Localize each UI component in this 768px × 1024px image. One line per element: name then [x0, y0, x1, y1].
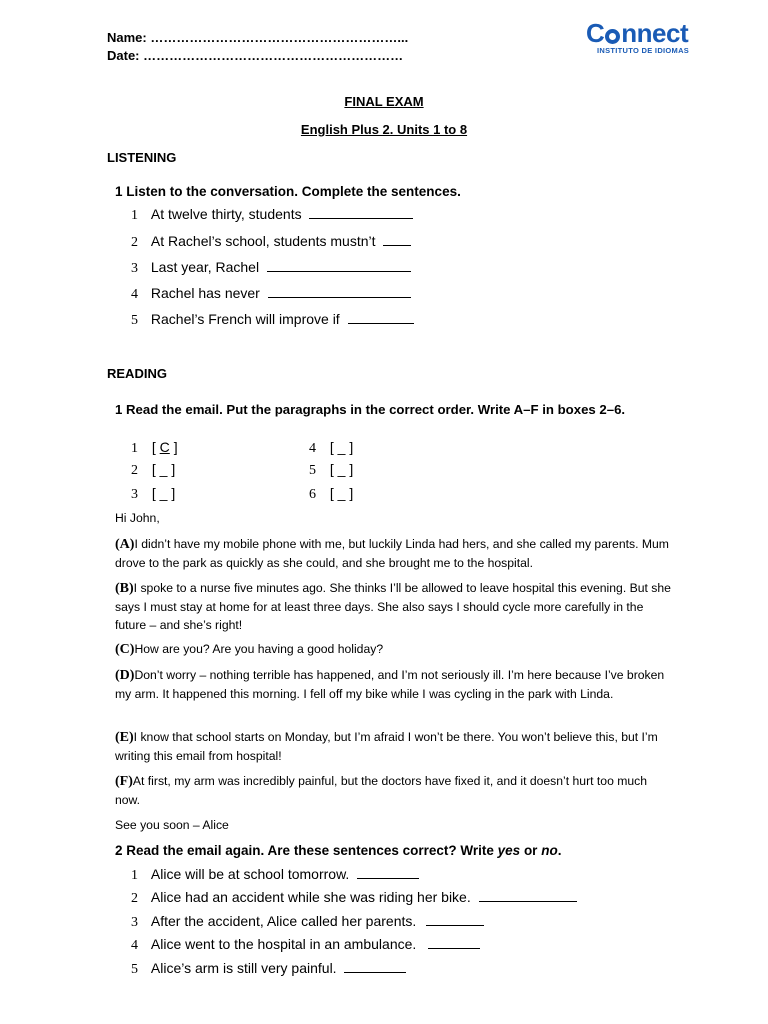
box-number: 3 [131, 487, 138, 502]
box-bracket-open: [ [151, 439, 156, 455]
box-value: _ [337, 485, 346, 501]
exam-subtitle: English Plus 2. Units 1 to 8 [300, 122, 468, 137]
box-value: _ [159, 461, 168, 477]
list-item [131, 936, 480, 954]
box-bracket-open: [ [329, 439, 334, 455]
item-text: At Rachel’s school, students mustn’t [150, 233, 376, 249]
item-text: Alice’s arm is still very painful. [150, 960, 337, 976]
yes-word: yes [497, 843, 521, 858]
item-text: Alice had an accident while she was riding her bike. [150, 889, 471, 905]
box-bracket-open: [ [151, 485, 156, 501]
box-bracket-open: [ [329, 461, 334, 477]
paragraph-label: (D) [115, 668, 135, 683]
answer-blank[interactable] [357, 866, 419, 879]
order-box[interactable] [131, 461, 175, 479]
item-number: 4 [131, 287, 138, 302]
logo-o-ring-icon [605, 29, 620, 44]
logo-letters-nnect: nnect [621, 18, 689, 48]
name-field: Name: …………………………………………………... [107, 30, 409, 45]
paragraph-label: (C) [115, 642, 135, 657]
list-item [131, 206, 413, 224]
email-paragraph-e [115, 728, 675, 765]
item-number: 3 [131, 261, 138, 276]
paragraph-label: (E) [115, 730, 134, 745]
logo-wordmark [586, 18, 706, 49]
box-bracket-close: ] [349, 439, 354, 455]
item-number: 3 [131, 915, 138, 930]
answer-blank[interactable] [268, 285, 411, 298]
paragraph-text: I know that school starts on Monday, but I’m afraid I won’t be there. You won’t believe this, but I’m writing this email from hospital! [115, 730, 658, 763]
item-text: Rachel has never [150, 285, 260, 301]
reading-instruction: 1 Read the email. Put the paragraphs in the correct order. Write A–F in boxes 2–6. [115, 402, 626, 417]
paragraph-label: (F) [115, 774, 133, 789]
item-text: Rachel’s French will improve if [150, 311, 340, 327]
instruction-text: or [520, 843, 542, 858]
no-word: no [541, 843, 558, 858]
order-box[interactable] [309, 485, 353, 503]
answer-blank[interactable] [479, 889, 577, 902]
reading-heading: READING [107, 366, 167, 381]
list-item [131, 889, 577, 907]
order-box[interactable] [131, 485, 175, 503]
paragraph-text: I spoke to a nurse five minutes ago. She thinks I’ll be allowed to leave hospital this evening. But she says I must stay at home for at least three days. She also says I should cycle more carefully in the future – and she’s right! [115, 581, 671, 632]
item-text: At twelve thirty, students [150, 206, 302, 222]
answer-blank[interactable] [344, 960, 406, 973]
item-text: Alice went to the hospital in an ambulance. [150, 936, 417, 952]
email-greeting: Hi John, [115, 511, 160, 525]
box-bracket-open: [ [329, 485, 334, 501]
item-number: 2 [131, 891, 138, 906]
exam-title: FINAL EXAM [344, 94, 424, 109]
paragraph-label: (B) [115, 581, 134, 596]
box-value: _ [159, 485, 168, 501]
answer-blank[interactable] [428, 936, 480, 949]
box-number: 1 [131, 441, 138, 456]
email-paragraph-b [115, 579, 675, 634]
answer-blank[interactable] [267, 259, 411, 272]
list-item [131, 866, 419, 884]
item-number: 1 [131, 208, 138, 223]
box-bracket-close: ] [349, 485, 354, 501]
reading-instruction-2 [115, 843, 561, 858]
item-number: 2 [131, 235, 138, 250]
instruction-text: 2 Read the email again. Are these sentences correct? Write [115, 843, 498, 858]
email-paragraph-f [115, 772, 675, 809]
list-item [131, 285, 411, 303]
box-value: _ [337, 461, 346, 477]
answer-blank[interactable] [348, 311, 414, 324]
email-signoff: See you soon – Alice [115, 818, 229, 832]
item-number: 5 [131, 962, 138, 977]
box-number: 5 [309, 463, 316, 478]
logo-letter-c: C [586, 18, 605, 48]
date-field: Date: …………………………………………………… [107, 48, 404, 63]
order-box[interactable] [309, 439, 353, 457]
item-text: Last year, Rachel [150, 259, 260, 275]
email-paragraph-d [115, 666, 675, 703]
instruction-text: . [557, 843, 562, 858]
order-box[interactable] [131, 439, 178, 457]
paragraph-text: I didn’t have my mobile phone with me, but luckily Linda had hers, and she called my parents. Mum drove to the park as quickly as she could, and she brought me to the hospital. [115, 537, 669, 570]
item-text: After the accident, Alice called her parents. [150, 913, 417, 929]
item-number: 5 [131, 313, 138, 328]
paragraph-text: How are you? Are you having a good holiday? [134, 642, 384, 656]
listening-heading: LISTENING [107, 150, 177, 165]
box-value: _ [337, 439, 346, 455]
box-value: C [159, 439, 170, 455]
box-number: 6 [309, 487, 316, 502]
list-item [131, 913, 484, 931]
box-number: 4 [309, 441, 316, 456]
listening-instruction: 1 Listen to the conversation. Complete the sentences. [115, 184, 461, 199]
logo-subtitle: INSTITUTO DE IDIOMAS [597, 46, 690, 55]
box-number: 2 [131, 463, 138, 478]
box-bracket-close: ] [173, 439, 178, 455]
list-item [131, 311, 414, 329]
list-item [131, 960, 406, 978]
item-number: 1 [131, 868, 138, 883]
box-bracket-open: [ [151, 461, 156, 477]
answer-blank[interactable] [426, 913, 484, 926]
list-item [131, 233, 411, 251]
list-item [131, 259, 411, 277]
answer-blank[interactable] [383, 233, 411, 246]
paragraph-label: (A) [115, 537, 135, 552]
paragraph-text: At first, my arm was incredibly painful, but the doctors have fixed it, and it doesn’t hurt too much now. [115, 774, 648, 807]
item-number: 4 [131, 938, 138, 953]
email-paragraph-a [115, 535, 675, 572]
item-text: Alice will be at school tomorrow. [150, 866, 350, 882]
email-paragraph-c [115, 640, 675, 659]
box-bracket-close: ] [171, 485, 176, 501]
box-bracket-close: ] [171, 461, 176, 477]
order-box[interactable] [309, 461, 353, 479]
paragraph-text: Don’t worry – nothing terrible has happened, and I’m not seriously ill. I’m here because I’ve broken my arm. It happened this morning. I fell off my bike while I was cycling in the park with Linda. [115, 668, 665, 701]
box-bracket-close: ] [349, 461, 354, 477]
connect-logo [586, 18, 706, 55]
answer-blank[interactable] [309, 206, 413, 219]
